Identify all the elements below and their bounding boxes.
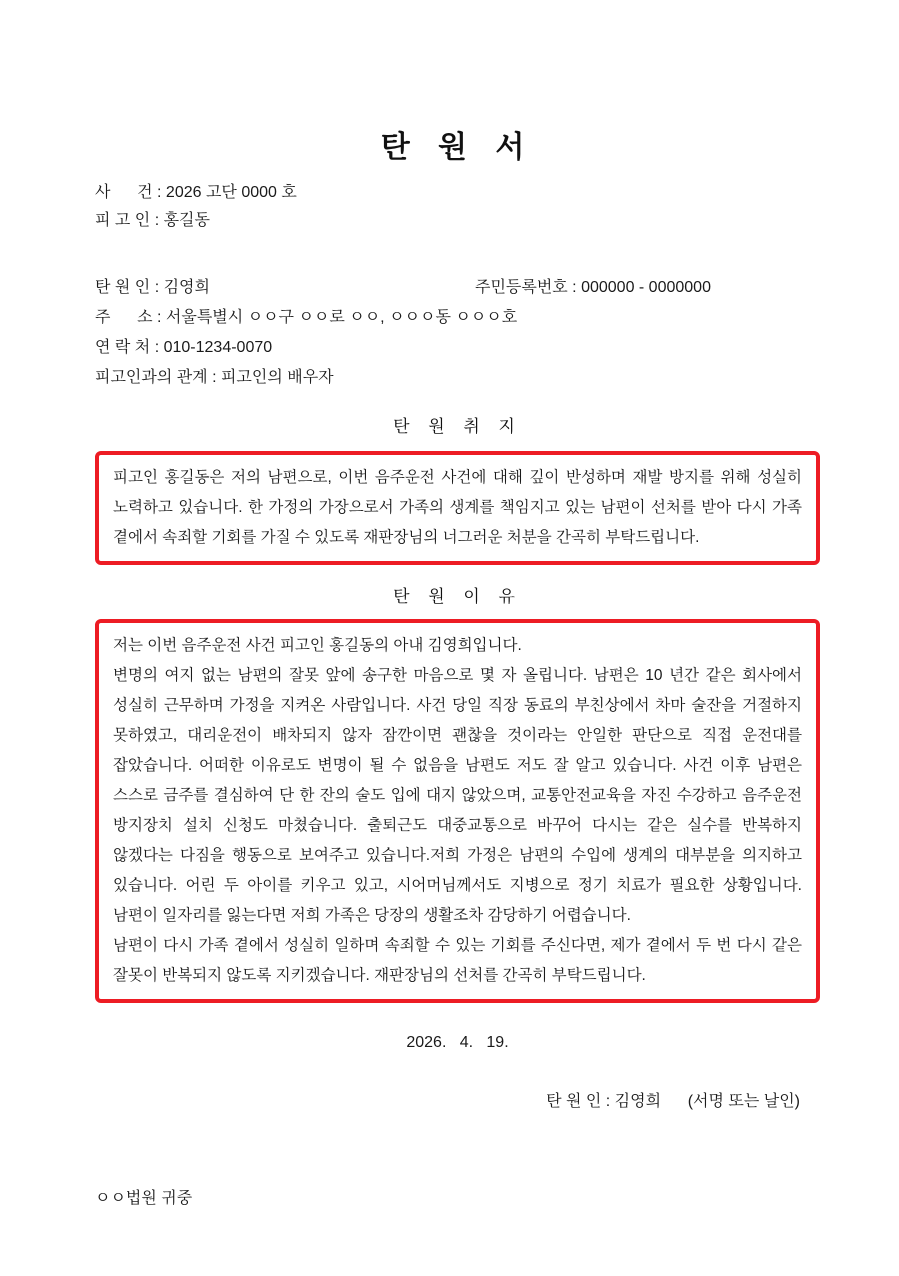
contact-line: 연 락 처 : 010-1234-0070 bbox=[95, 339, 273, 356]
defendant-line: 피 고 인 : 홍길동 bbox=[95, 212, 210, 229]
reason-paragraph-1: 저는 이번 음주운전 사건 피고인 홍길동의 아내 김영희입니다. bbox=[113, 637, 522, 654]
reason-heading: 탄 원 이 유 bbox=[393, 587, 522, 606]
petitioner-info-block bbox=[95, 273, 820, 393]
date-line: 2026. 4. 19. bbox=[406, 1034, 509, 1051]
purpose-heading: 탄 원 취 지 bbox=[393, 417, 522, 436]
signature-note: (서명 또는 날인) bbox=[661, 1093, 800, 1110]
court-recipient: ㅇㅇ법원 귀중 bbox=[95, 1190, 193, 1207]
reason-paragraph-2: 변명의 여지 없는 남편의 잘못 앞에 송구한 마음으로 몇 자 올립니다. 남편은 10 년간 같은 회사에서 성실히 근무하며 가정을 지켜온 사람입니다. 사건 당일 직장 동료의 부친상에서 차마 술잔을 거절하지 못하였고, 대리운전이 배차되지 않자 잠깐이면 괜찮을 것이라는 안일한 판단으로 직접 운전대를 잡았습니다. 어떠한 이유로도 변명이 될 수 없음을 남편도 저도 잘 알고 있습니다. 사건 이후 남편은 스스로 금주를 결심하여 단 한 잔의 술도 입에 대지 않았으며, 교통안전교육을 자진 수강하고 음주운전 방지장치 설치 신청도 마쳤습니다. 출퇴근도 대중교통으로 바꾸어 다시는 같은 실수를 반복하지 않겠다는 다짐을 행동으로 보여주고 있습니다.저희 가정은 남편의 수입에 생계의 대부분을 의지하고 있습니다. 어린 두 아이를 키우고 있고, 시어머님께서도 지병으로 정기 치료가 필요한 상황입니다. 남편이 일자리를 잃는다면 저희 가족은 당장의 생활조차 감당하기 어렵습니다. bbox=[113, 667, 807, 924]
purpose-box bbox=[95, 451, 820, 565]
document-title: 탄 원 서 bbox=[380, 131, 535, 164]
reason-paragraph-3: 남편이 다시 가족 곁에서 성실히 일하며 속죄할 수 있는 기회를 주신다면, 제가 곁에서 두 번 다시 같은 잘못이 반복되지 않도록 지키겠습니다. 재판장님의 선처를 간곡히 부탁드립니다. bbox=[113, 937, 807, 984]
purpose-text: 피고인 홍길동은 저의 남편으로, 이번 음주운전 사건에 대해 깊이 반성하며 재발 방지를 위해 성실히 노력하고 있습니다. 한 가정의 가장으로서 가족의 생계를 책임지고 있는 남편이 선처를 받아 다시 가족 곁에서 속죄할 기회를 가질 수 있도록 재판장님의 너그러운 처분을 간곡히 부탁드립니다. bbox=[113, 469, 807, 546]
case-number-line: 사 건 : 2026 고단 0000 호 bbox=[95, 184, 297, 201]
petitioner-name-row bbox=[95, 273, 820, 303]
relationship-line: 피고인과의 관계 : 피고인의 배우자 bbox=[95, 369, 334, 386]
resident-number: 주민등록번호 : 000000 - 0000000 bbox=[475, 279, 711, 296]
case-info-block bbox=[95, 179, 820, 235]
address-line: 주 소 : 서울특별시 ㅇㅇ구 ㅇㅇ로 ㅇㅇ, ㅇㅇㅇ동 ㅇㅇㅇ호 bbox=[95, 309, 518, 326]
signature-name: 탄 원 인 : 김영희 bbox=[546, 1093, 662, 1110]
petitioner-name-line: 탄 원 인 : 김영희 bbox=[95, 279, 210, 296]
signature-line bbox=[95, 1057, 820, 1147]
reason-box bbox=[95, 619, 820, 1003]
